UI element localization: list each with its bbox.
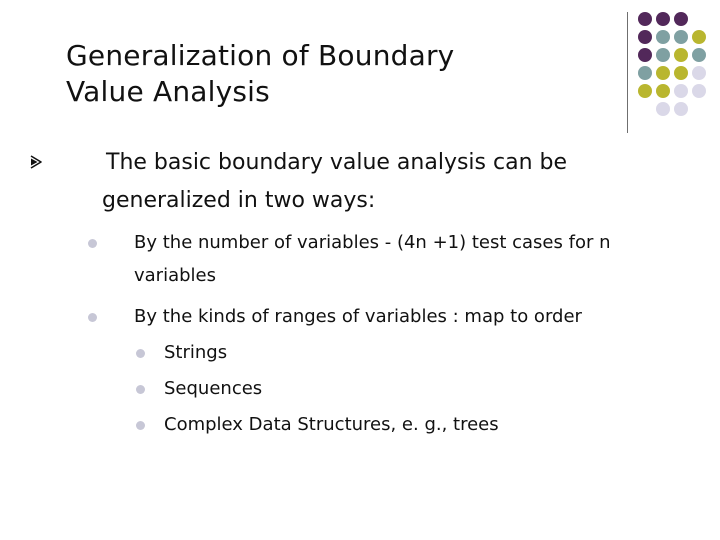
- decor-dot: [656, 12, 670, 26]
- decor-dot: [656, 48, 670, 62]
- main-bullet-line-1: The basic boundary value analysis can be: [106, 150, 568, 175]
- circle-bullet-icon: [88, 313, 97, 322]
- decor-dot: [692, 66, 706, 80]
- decor-dot: [674, 102, 688, 116]
- decor-dot: [656, 66, 670, 80]
- decor-dot: [674, 30, 688, 44]
- subsub-bullet-label: Sequences: [164, 378, 263, 399]
- main-bullet-line-2: generalized in two ways:: [102, 188, 376, 213]
- decor-dot: [692, 48, 706, 62]
- decor-dot: [656, 102, 670, 116]
- decor-dot: [692, 30, 706, 44]
- slide-title: [66, 38, 454, 110]
- circle-bullet-icon: [136, 349, 145, 358]
- sub-bullet-2-line-1: By the kinds of ranges of variables : map to order: [134, 306, 582, 327]
- arrow-bullet-icon: [30, 155, 42, 169]
- decor-dot: [674, 66, 688, 80]
- decor-dot: [656, 84, 670, 98]
- decor-dot: [638, 48, 652, 62]
- sub-bullet-1-line-1: By the number of variables - (4n +1) test cases for n: [134, 232, 611, 253]
- slide-title-line-1: Generalization of Boundary: [66, 39, 455, 72]
- decor-dot: [638, 12, 652, 26]
- decor-dot: [674, 84, 688, 98]
- decor-dot: [638, 30, 652, 44]
- sub-bullet-1-line-2: variables: [134, 265, 216, 286]
- decor-dot: [656, 30, 670, 44]
- slide-title-line-2: Value Analysis: [66, 75, 270, 108]
- decor-dot: [674, 48, 688, 62]
- decor-dot: [692, 84, 706, 98]
- decorative-vertical-line: [627, 12, 628, 133]
- decor-dot: [638, 66, 652, 80]
- circle-bullet-icon: [136, 421, 145, 430]
- subsub-bullet-label: Strings: [164, 342, 228, 363]
- circle-bullet-icon: [88, 239, 97, 248]
- decor-dot: [674, 12, 688, 26]
- decor-dot: [638, 84, 652, 98]
- circle-bullet-icon: [136, 385, 145, 394]
- subsub-bullet-label: Complex Data Structures, e. g., trees: [164, 414, 499, 435]
